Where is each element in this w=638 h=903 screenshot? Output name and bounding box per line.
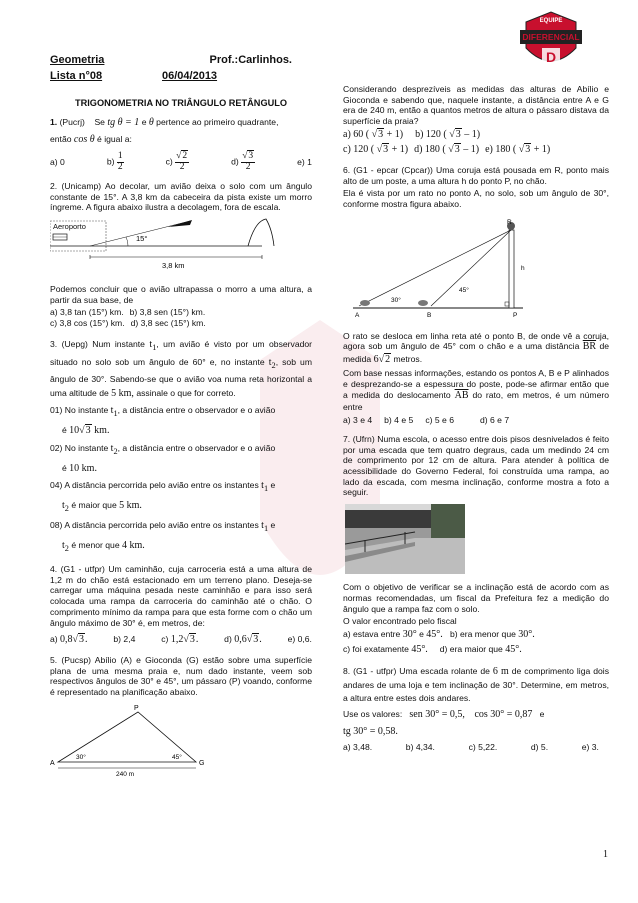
- page-title: TRIGONOMETRIA NO TRIÂNGULO RETÂNGULO: [75, 97, 287, 108]
- question-2: 2. (Unicamp) Ao decolar, um avião deixa o solo com um ângulo constante de 15°. A 3,8 km da cabeceira da pista existe um morro íngreme. A figura abaixo ilustra a decolagem, fora de escala. Aeroporto 15° 3,8 km Podemos concluir que o avião ultrapassa o morro a uma altura, a partir da sua base, de a) 3,8 tan (15°) km. b) 3,8 sen (15°) km. c) 3,8 cos (15°) km. d) 3,8 sec (15°) km.: [50, 180, 312, 329]
- bird-figure: [50, 704, 210, 778]
- svg-text:P: P: [513, 311, 518, 319]
- logo-main-text: DIFERENCIAL: [522, 32, 580, 42]
- hill: [248, 219, 274, 246]
- svg-text:P: P: [134, 704, 139, 712]
- svg-text:45°: 45°: [459, 286, 469, 294]
- fig-angle-label: 15°: [136, 234, 148, 244]
- question-3: 3. (Uepg) Num instante $t_1$, um avião é visto por um observador situado no solo sob um ângulo de 60° e, no instante $t_2$, sob um ângulo de 30°. Sabendo-se que o avião voa numa reta horizontal a uma altitude de 5 km, assinale o que for correto. 01) No instante $t_1$, a distância entre o observador e o avião é 10√3 km. 02) No instante $t_2$, a distância entre o observador e o avião é 10 km. 04) A distância percorrida pelo avião entre os instantes $t_1$ e $t_2$ é maior que 5 km. 08) A distância percorrida pelo avião entre os instantes $t_1$ e $t_2$ é menor que 4 km.: [50, 338, 313, 553]
- logo-top-text: EQUIPE: [539, 18, 563, 24]
- question-1: 1. (Pucrj) Se tg θ = 1 e θ pertence ao primeiro quadrante, então cos θ é igual a: a) 0 b) $\frac{1}{2}$ c) $\frac{√2}{2}$ d) $\frac{√3}{2}$ e) 1: [50, 117, 312, 172]
- svg-text:30°: 30°: [76, 753, 86, 761]
- rat-a-icon: [360, 300, 370, 306]
- svg-text:R: R: [507, 218, 512, 226]
- question-5-continued: Considerando desprezíveis as medidas das alturas de Abílio e Gioconda e sabendo que, naquele instante, a distância entre A e G era de 240 m, então a quantos metros de altura o pássaro distava da superfície da praia? a) 60 ( √3 + 1) b) 120 ( √3 – 1) c) 120 ( √3 + 1) d) 180 ( √3 – 1) e) 180 ( √3 + 1): [343, 84, 609, 156]
- q1-option-a: a) 0: [50, 157, 65, 168]
- svg-text:G: G: [199, 759, 205, 767]
- page-number: 1: [603, 848, 608, 860]
- q1-option-b: b) $\frac{1}{2}$: [106, 151, 123, 172]
- q1-option-e: e) 1: [297, 157, 312, 168]
- question-5: 5. (Pucsp) Abílio (A) e Gioconda (G) estão sobre uma superfície plana de uma mesma praia e, num dado instante, veem sob respectivos ângulos de 30° e 45°, um pássaro (P) voando, conforme é representado na planificação abaixo. P A G 30° 45° 240 m: [50, 654, 312, 778]
- svg-text:30°: 30°: [391, 296, 401, 304]
- list-number: Lista n°08: [50, 69, 103, 82]
- svg-text:45°: 45°: [172, 753, 182, 761]
- teacher-heading: Prof.:Carlinhos.: [209, 54, 292, 66]
- date: 06/04/2013: [162, 69, 218, 82]
- svg-text:h: h: [521, 264, 525, 272]
- fig-airport-label: Aeroporto: [53, 222, 86, 232]
- q1-option-c: c) $\frac{√2}{2}$: [165, 151, 188, 172]
- question-6: 6. (G1 - epcar (Cpcar)) Uma coruja está pousada em R, ponto mais alto de um poste, a uma altura h do ponto P, no chão. Ela é vista por um rato no ponto A, no solo, sob um ângulo de 30°, conforme mostra figura abaixo. R h A B P 30° 45° O rato se desloca em linha reta até o ponto B, de onde vê a coruja, agora sob um ângulo de 45° com o chão e a uma distância $\overline{BR}$ de medida 6√2 metros. Com base nessas informações, estando os pontos A, B e P alinhados e desprezando-se a espessura do poste, pode-se afirmar então que a medida do deslocamento $\overline{AB}$ do rato, em metros, é um número entre a) 3 e 4 b) 4 e 5 c) 5 e 6 d) 6 e 7: [343, 164, 610, 426]
- owl-figure: [347, 216, 547, 324]
- ramp-photo: [345, 504, 465, 574]
- plane-icon: [168, 220, 192, 227]
- fig-distance-label: 3,8 km: [162, 261, 185, 271]
- q1-option-d: d) $\frac{√3}{2}$: [231, 151, 254, 172]
- svg-text:B: B: [427, 311, 432, 319]
- question-4: 4. (G1 - utfpr) Um caminhão, cuja carroceria está a uma altura de 1,2 m do chão está estacionado em um terreno plano. Deseja-se carregar uma máquina pesada neste caminhão e para isso será colocada uma rampa da carroceria do caminhão até o chão. O comprimento mínimo da rampa para que esta forme com o chão um ângulo máximo de 30° é, em metros, de: a) 0,8√3. b) 2,4 c) 1,2√3. d) 0,6√3. e) 0,6.: [50, 563, 312, 646]
- question-7: 7. (Ufrn) Numa escola, o acesso entre dois pisos desnivelados é feito por uma escada que tem quatro degraus, cada um medindo 24 cm de comprimento por 12 cm de altura. Para atender à política de acessibilidade do Governo Federal, foi construída uma rampa, ao lado da escada, com mesma inclinação, conforme mostra a foto a seguir. Com o objetivo de verificar se a inclinação está de acordo com as normas recomendadas, um fiscal da Prefeitura fez a medição do ângulo que a rampa faz com o solo. O valor encontrado pelo fiscal a) estava entre 30° e 45°. b) era menor que 30°. c) foi exatamente 45°. d) era maior que 45°.: [343, 433, 609, 655]
- takeoff-figure: [50, 217, 312, 275]
- svg-text:240 m: 240 m: [116, 770, 135, 778]
- svg-text:A: A: [50, 759, 55, 767]
- svg-text:D: D: [545, 49, 557, 65]
- question-8: 8. (G1 - utfpr) Uma escada rolante de 6 m de comprimento liga dois andares de uma loja e tem inclinação de 30°. Determine, em metros, a altura entre estes dois andares. Use os valores: sen 30° = 0,5, cos 30° = 0,87 e tg 30° = 0,58. a) 3,48. b) 4,34. c) 5,22. d) 5. e) 3.: [343, 666, 610, 752]
- svg-text:A: A: [355, 311, 360, 319]
- subject-heading: Geometria: [50, 54, 105, 66]
- logo: [516, 8, 586, 78]
- rat-b-icon: [418, 300, 428, 306]
